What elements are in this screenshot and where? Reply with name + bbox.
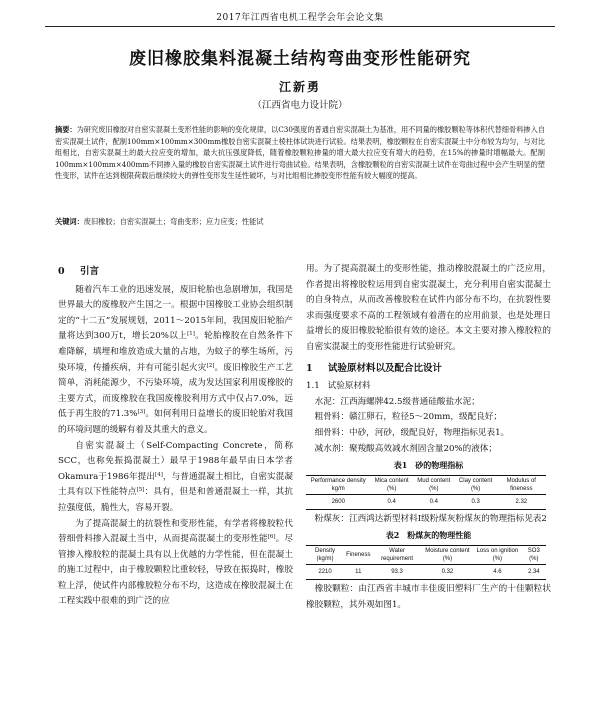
keywords-label: 关键词： bbox=[55, 217, 84, 226]
material-fine-aggregate: 细骨料：中砂，河砂，级配良好，物理指标见表1。 bbox=[314, 427, 510, 438]
table1-header-cell: Mica content (%) bbox=[371, 475, 413, 494]
table-cell: 0.4 bbox=[371, 494, 413, 509]
table-cell: 4.6 bbox=[473, 564, 521, 579]
keywords-text: 废旧橡胶；自密实混凝土；弯曲变形；应力应变；性能试 bbox=[83, 217, 264, 226]
table-row bbox=[306, 494, 546, 509]
table-cell: 2600 bbox=[306, 494, 371, 509]
table2-header-cell: Water requirement bbox=[372, 545, 421, 564]
table1-header-cell: Modulus of fineness bbox=[497, 475, 546, 494]
table2 bbox=[306, 545, 546, 580]
table1-header-cell: Clay content (%) bbox=[455, 475, 497, 494]
author: 江新勇 bbox=[278, 80, 321, 94]
table-cell: 0.32 bbox=[422, 564, 473, 579]
table2-header-cell: Fineness bbox=[344, 545, 372, 564]
paper-title: 废旧橡胶集料混凝土结构弯曲变形性能研究 bbox=[129, 49, 471, 69]
left-column bbox=[58, 262, 293, 610]
table2-header-cell: Density (kg/m) bbox=[306, 545, 344, 564]
table2-header-cell: Moisture content (%) bbox=[422, 545, 473, 564]
table-cell: 2.34 bbox=[522, 564, 546, 579]
table2-header-cell: SO3 (%) bbox=[522, 545, 546, 564]
table-row bbox=[306, 564, 546, 579]
table-cell: 0.3 bbox=[455, 494, 497, 509]
table1-header-cell: Performance density kg/m bbox=[306, 475, 371, 494]
affiliation: （江西省电力设计院） bbox=[252, 100, 348, 111]
abstract bbox=[55, 124, 545, 182]
table2-caption: 表2 粉煤灰的物理性能 bbox=[385, 530, 472, 541]
table-cell: 93.3 bbox=[372, 564, 421, 579]
table-cell: 0.4 bbox=[413, 494, 455, 509]
intro-paragraph-3: 为了提高混凝土的抗裂性和变形性能，有学者将橡胶粒代替细骨料掺入混凝土当中，从而提高混凝土的变形性能[6]。尽管掺入橡胶粒的混凝土具有以上优越的力学性能，但在混凝土的施工过程中，由于橡胶颗粒比重较轻，导致在振捣时，橡胶粒上浮，使试件内部橡胶粒分布不均，这造成在橡胶混凝土在工程实践中很难的到广泛的应 bbox=[58, 518, 293, 607]
material-cement: 水泥：江西海螺牌42.5级普通硅酸盐水泥； bbox=[314, 396, 480, 407]
material-coarse-aggregate: 粗骨料：赣江卵石，粒径5～20mm，级配良好； bbox=[314, 412, 502, 423]
right-column bbox=[306, 262, 551, 613]
table-cell: 2210 bbox=[306, 564, 344, 579]
table1-header-cell: Mud content (%) bbox=[413, 475, 455, 494]
table1 bbox=[306, 475, 546, 510]
abstract-text: 为研究废旧橡胶对自密实混凝土变形性能的影响的变化规律，以C30强度的普通自密实混凝土为基准，用不同量的橡胶颗粒等体积代替细骨料掺入自密实混凝土试件，配制100mm×100mm×300mm橡胶自密实混凝土棱柱体试块进行试验。结果表明，橡胶颗粒在自密实混凝土中分布较为均匀，与对比组相比，自密实混凝土的最大拉应变的增加，最大抗压强度降低，随着橡胶颗粒掺量的增大最大拉应变有增大的趋势，在15%的掺量时增幅最大。配制100mm×100mm×400mm不同掺入量的橡胶自密实混凝土试件进行弯曲试验。结果表明，含橡胶颗粒的自密实混凝土试件在弯曲过程中会产生明显的塑性变形，试件在达到极限荷载后继续较大的弹性变形发生延性破坏，与对比组相比掺胶变形性能有较大幅度的提高。 bbox=[55, 125, 545, 180]
section-heading-1: 1 试验原材料以及配合比设计 bbox=[306, 362, 443, 374]
material-fly-ash: 粉煤灰：江西鸿达新型材料Ⅰ级粉煤灰粉煤灰的物理指标见表2 bbox=[314, 513, 547, 524]
table-cell: 11 bbox=[344, 564, 372, 579]
table2-header-cell: Loss on ignition (%) bbox=[473, 545, 521, 564]
intro-paragraph-2: 自密实混凝土（Self-Compacting Concrete，简称SCC，也称免振捣混凝土）最早于1988年最早由日本学者Okamura于1986年提出[4]，与普通混凝土相比，自密实混凝土具有以下性能特点[5]：具有，但是和普通混凝土一样，其抗拉强度低，脆性大，容易开裂。 bbox=[58, 440, 293, 513]
header-rule bbox=[45, 26, 555, 27]
table2-header-row bbox=[306, 545, 546, 564]
intro-paragraph-1: 随着汽车工业的迅速发展，废旧轮胎也急剧增加，我国是世界最大的废橡胶产生国之一。根据中国橡胶工业协会组织制定的“十二五”发展规划，2011～2015年间，我国废旧轮胎产量将达到300万t，增长20%以上[1]。轮胎橡胶在自然条件下难降解，填埋和堆放造成大量的占地，为蚊子的孳生场所，污染环境，传播疾病，并有可能引起火灾[2]。废旧橡胶生产工艺简单，消耗能源少，不污染环境，成为发达国家利用废橡胶的主要方式，而废橡胶在我国废橡胶利用方式中仅占7.0%，远低于再生胶的71.3%[3]。如何利用日益增长的废旧轮胎对我国的环境问题的缓解有着及其重大的意义。 bbox=[58, 284, 293, 435]
intro-paragraph-3-continued: 用。为了提高混凝土的变形性能，推动橡胶混凝土的广泛应用，作者提出将橡胶粒运用到自密实混凝土，充分利用自密实混凝土的自身特点，从而改善橡胶粒在试件内部分布不均，在抗裂性要求而强度要求不高的工程领域有着潜在的应用前景，也是处理日益增长的废旧橡胶轮胎很有效的途径。本文主要对掺入橡胶粒的自密实混凝土的变形性能进行试验研究。 bbox=[306, 264, 551, 352]
abstract-label: 摘要： bbox=[55, 125, 77, 134]
table-cell: 2.32 bbox=[497, 494, 546, 509]
keywords bbox=[55, 216, 545, 227]
table1-header-row bbox=[306, 475, 546, 494]
subsection-heading-1-1: 1.1 试验原材料 bbox=[306, 381, 371, 392]
material-rubber-particles: 橡胶颗粒：由江西省丰城市丰佳废旧塑料厂生产的十佳颗粒状橡胶颗粒，其外观如图1。 bbox=[306, 583, 551, 610]
running-header: 2017年江西省电机工程学会年会论文集 bbox=[216, 13, 384, 23]
table1-caption: 表1 砂的物理指标 bbox=[393, 460, 464, 471]
section-heading-intro: 0 引言 bbox=[58, 266, 100, 277]
material-water-reducer: 减水剂：聚羧酸高效减水剂固含量20%的液体； bbox=[314, 443, 497, 454]
